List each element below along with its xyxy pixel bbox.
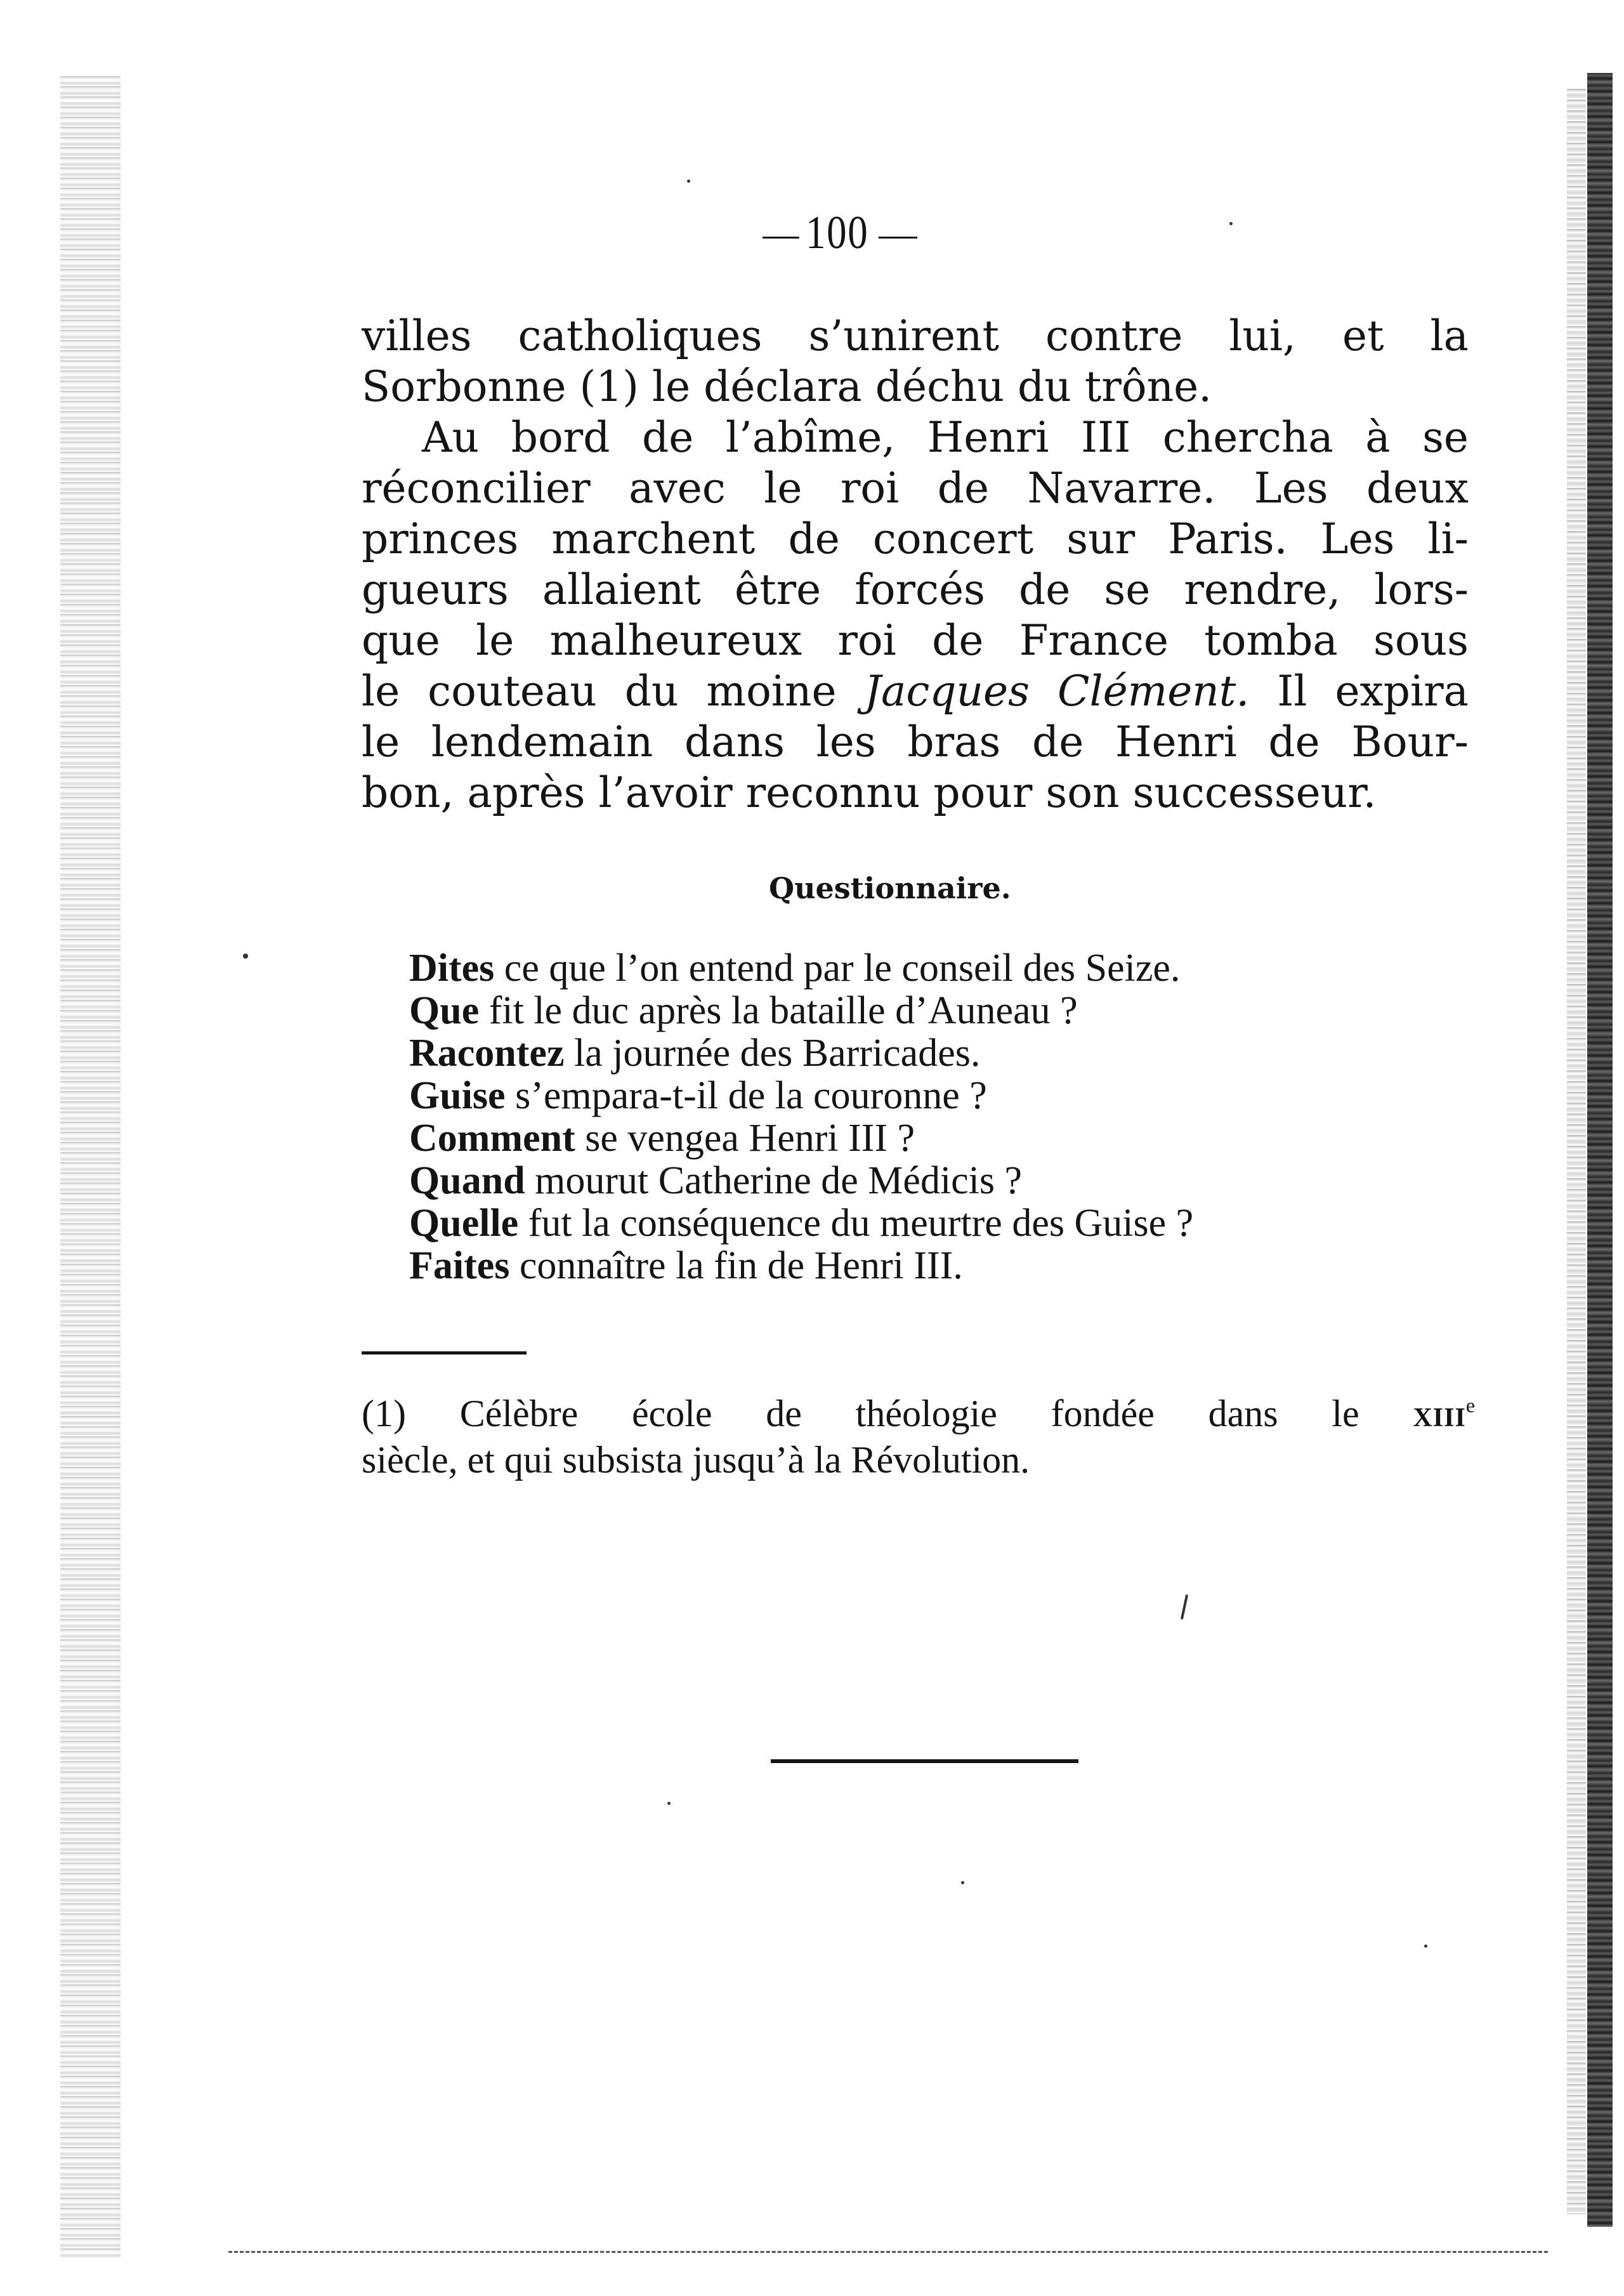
- question-item: [409, 990, 1193, 1032]
- body-line: Sorbonne (1) le déclara déchu du trône.: [362, 362, 1212, 411]
- body-line: le lendemain dans les bras de Henri de Bour-: [362, 718, 1469, 766]
- footnote-line: [362, 1393, 1475, 1439]
- body-line: gueurs allaient être forcés de se rendre, lors-: [362, 565, 1469, 614]
- scan-speck: [1424, 1945, 1427, 1948]
- footnote-text: (1) Célèbre école de théologie fondée dans le: [362, 1393, 1359, 1434]
- questionnaire-title: Questionnaire.: [769, 871, 1011, 905]
- body-line: bon, après l’avoir reconnu pour son successeur.: [362, 768, 1377, 817]
- end-rule: [771, 1759, 1078, 1763]
- scan-right-edge-shadow: [1567, 89, 1586, 2214]
- question-item: [409, 1202, 1193, 1245]
- question-first-word: Comment: [409, 1117, 575, 1160]
- scan-speck: [1181, 1594, 1188, 1620]
- question-first-word: Guise: [409, 1074, 506, 1117]
- body-line: princes marchent de concert sur Paris. Les li-: [362, 515, 1469, 563]
- question-first-word: Quelle: [409, 1202, 519, 1245]
- question-first-word: Quand: [409, 1159, 525, 1202]
- page-number: 100: [806, 207, 869, 259]
- questionnaire-list: [409, 947, 1193, 1287]
- body-line: villes catholiques s’unirent contre lui, et la: [362, 312, 1469, 360]
- scan-speck: [243, 954, 248, 959]
- question-first-word: Que: [409, 989, 480, 1032]
- italic-name: Jacques Clément.: [864, 667, 1250, 716]
- question-first-word: Faites: [409, 1244, 510, 1287]
- body-line: que le malheureux roi de France tomba sous: [362, 616, 1469, 665]
- scan-speck: [667, 1802, 671, 1805]
- question-item: [409, 1245, 1193, 1287]
- question-rest: ce que l’on entend par le conseil des Seize.: [494, 947, 1181, 990]
- scan-bottom-dashed-line: [228, 2251, 1548, 2253]
- question-item: [409, 947, 1193, 990]
- scan-speck: [1229, 222, 1233, 225]
- scan-left-edge-noise: [60, 76, 121, 2259]
- footnote-line: siècle, et qui subsista jusqu’à la Révolution.: [362, 1439, 1030, 1481]
- scan-speck: [687, 180, 690, 183]
- question-first-word: Racontez: [409, 1032, 565, 1075]
- question-item: [409, 1117, 1193, 1160]
- footnote-rule: [362, 1351, 527, 1355]
- question-rest: la journée des Barricades.: [564, 1032, 981, 1075]
- question-item: [409, 1032, 1193, 1075]
- body-line-text: le couteau du moine: [362, 667, 837, 716]
- question-rest: connaître la fin de Henri III.: [509, 1244, 963, 1287]
- scan-speck: [961, 1881, 964, 1884]
- question-rest: mourut Catherine de Médicis ?: [525, 1159, 1023, 1202]
- question-first-word: Dites: [409, 947, 495, 990]
- question-item: [409, 1160, 1193, 1202]
- question-rest: fut la conséquence du meurtre des Guise ?: [518, 1202, 1194, 1245]
- question-rest: fit le duc après la bataille d’Auneau ?: [479, 989, 1078, 1032]
- body-line: Au bord de l’abîme, Henri III chercha à se: [422, 413, 1469, 462]
- body-paragraphs: [362, 311, 1469, 818]
- body-line: réconcilier avec le roi de Navarre. Les deux: [362, 464, 1469, 513]
- century-numeral: XIII: [1413, 1403, 1466, 1433]
- question-rest: s’empara-t-il de la couronne ?: [505, 1074, 987, 1117]
- century-superscript: e: [1465, 1394, 1476, 1417]
- question-item: [409, 1075, 1193, 1117]
- question-rest: se vengea Henri III ?: [575, 1117, 915, 1160]
- footnote: [362, 1393, 1475, 1481]
- scan-right-edge-border: [1587, 73, 1613, 2227]
- body-line-with-italic: [362, 666, 1469, 717]
- body-line-text: Il expira: [1277, 667, 1469, 716]
